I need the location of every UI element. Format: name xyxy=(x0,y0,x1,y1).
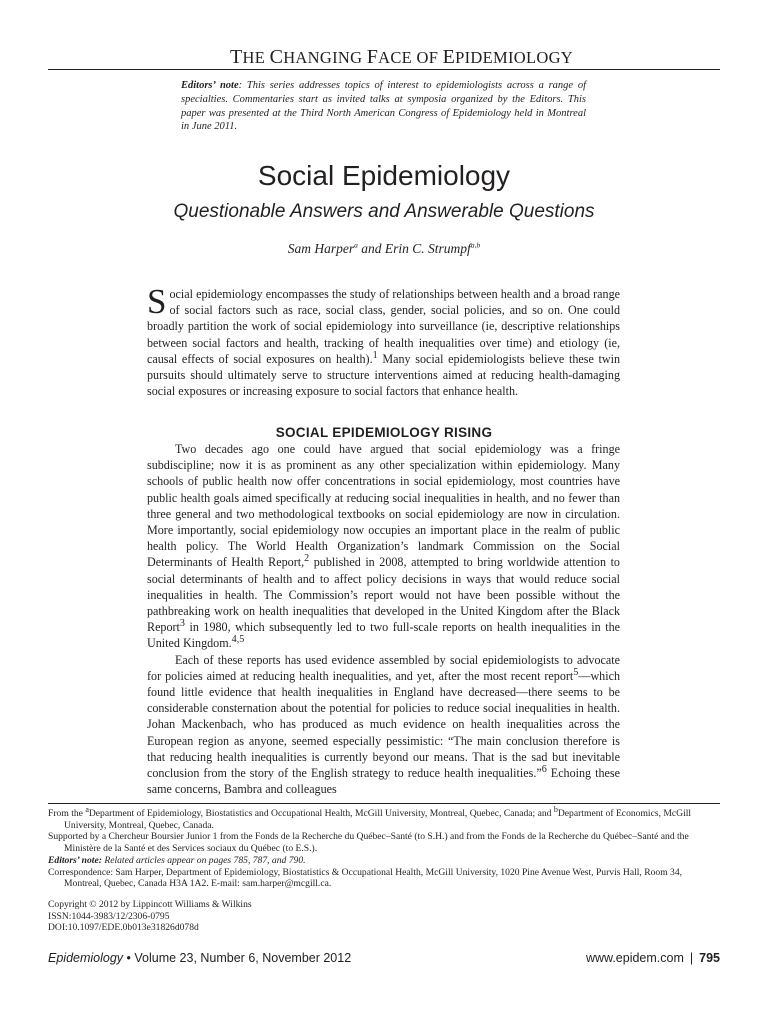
footer-divider: | xyxy=(689,951,694,965)
correspondence-note: Correspondence: Sam Harper, Department of Epidemiology, Biostatistics & Occupational Health, McGill University, 1020 Pine Avenue West, Purvis Hall, Room 34, Montreal, Quebec, Canada H3A 1A2. E-mail: sam.harper@mcgill.ca. xyxy=(48,866,683,890)
ref-6: 6 xyxy=(541,764,547,776)
footnote-rule xyxy=(48,803,720,804)
author-conjunction: and xyxy=(357,241,385,256)
journal-website[interactable]: www.epidem.com xyxy=(585,951,684,965)
issue-info: Volume 23, Number 6, November 2012 xyxy=(134,951,352,965)
series-text-3: ACE OF xyxy=(378,48,443,67)
ref-4-5: 4,5 xyxy=(231,634,245,646)
series-cap-4: E xyxy=(442,46,456,68)
series-cap-2: C xyxy=(269,46,284,68)
para2-text-2: —which found little evidence that health inequalities in England have decreased—there seems to be considerable consternation about the potential for policies to reduce social inequalities in health. Johan Mackenbach, who has produced as much evidence on health inequalities across the European region as anyone, seemed especially pessimistic: “The main conclusion therefore is that reducing health inequalities is currently beyond our means. That is the sad but inevitable conclusion from the story of the English strategy to reduce health inequalities.” xyxy=(147,668,620,781)
article-subtitle: Questionable Answers and Answerable Questions xyxy=(173,201,595,222)
footer-bullet: • xyxy=(123,951,135,965)
issn-line: ISSN:1044-3983/12/2306-0795 xyxy=(48,910,170,922)
affil-sup-b: b xyxy=(553,804,558,814)
author-line xyxy=(0,241,768,257)
para1-text-1: Two decades ago one could have argued that social epidemiology was a fringe subdiscipline; now it is as prominent as any other specialization within epidemiology. Many schools of public health now offer concentrations in social epidemiology, most countries have public health goals aimed specifically at reducing social inequalities in health, and no fewer than three general and two methodological textbooks on social epidemiology are now in circulation. More importantly, social epidemiology now occupies an important place in the realm of public health policy. The World Health Organization’s landmark Commission on the Social Determinants of Health Report, xyxy=(147,442,620,570)
author-1-affil: a xyxy=(354,240,358,250)
affil-text-1: From the xyxy=(48,808,86,819)
series-text-4: PIDEMIOLOGY xyxy=(455,48,574,67)
para1-text-3: in 1980, which subsequently led to two full-scale reports on health inequalities in the United Kingdom. xyxy=(147,620,620,651)
ref-3: 3 xyxy=(179,618,185,630)
copyright-block xyxy=(48,899,252,934)
series-cap-1: T xyxy=(230,46,243,68)
journal-name: Epidemiology xyxy=(48,951,124,965)
intro-text-2: Many social epidemiologists believe these twin pursuits should ultimately serve to structure interventions aimed at reducing health-damaging social exposures or increasing exposure to social factors that enhance health. xyxy=(147,351,620,399)
editors-note-label: Editors’ note xyxy=(181,80,239,91)
author-2: Erin C. Strumpf xyxy=(384,241,471,256)
related-articles-note xyxy=(48,855,720,867)
affil-text-3: Department of Economics, McGill University, Montreal, Quebec, Canada. xyxy=(64,808,692,831)
related-text: Related articles appear on pages 785, 787, and 790. xyxy=(101,854,306,866)
affiliations-note xyxy=(48,804,720,831)
body-paragraph-2 xyxy=(147,652,620,798)
ref-5: 5 xyxy=(573,666,579,678)
editors-note-text: : This series addresses topics of interest to epidemiologists across a range of specialties. Commentaries start as invited talks at symposia organized by the Editors. This paper was presented at the Third North American Congress of Epidemiology held in Montreal in June 2011. xyxy=(181,80,586,133)
header-rule xyxy=(48,69,720,70)
copyright-line: Copyright © 2012 by Lippincott Williams & Wilkins xyxy=(48,899,252,910)
journal-footer xyxy=(48,951,351,965)
intro-section xyxy=(147,282,620,399)
author-2-affil: a,b xyxy=(470,240,481,250)
author-1: Sam Harper xyxy=(287,241,355,256)
series-text-2: HANGING xyxy=(283,48,367,67)
intro-text-1: ocial epidemiology encompasses the study of relationships between health and a broad range of social factors such as race, social class, gender, social policies, and so on. One could broadly partition the work of social epidemiology into surveillance (ie, descriptive relationships between social factors and health, tracking of health inequalities over time) and etiology (ie, causal effects of social exposures on health). xyxy=(147,287,620,366)
series-text-1: HE xyxy=(242,48,270,67)
section-body xyxy=(147,441,620,797)
para2-text-1: Each of these reports has used evidence assembled by social epidemiologists to advocate for policies aimed at reducing health inequalities, and yet, after the most recent report xyxy=(147,652,620,683)
ref-1: 1 xyxy=(372,349,378,361)
footnotes xyxy=(48,804,720,890)
page-footer xyxy=(586,951,720,965)
funding-note: Supported by a Chercheur Boursier Junior 1 from the Fonds de la Recherche du Québec–Santé (to S.H.) and from the Fonds de la Recherche du Québec–Santé and the Ministère de la Santé et des Services sociaux du Québec (to E.S.). xyxy=(48,831,689,855)
page-number: 795 xyxy=(699,951,720,965)
drop-cap: S xyxy=(147,282,167,321)
article-title: Social Epidemiology xyxy=(257,160,511,191)
section-heading: SOCIAL EPIDEMIOLOGY RISING xyxy=(275,425,493,440)
series-cap-3: F xyxy=(366,46,379,68)
intro-paragraph xyxy=(147,282,620,399)
para1-text-2: published in 2008, attempted to bring worldwide attention to social determinants of health and to affect policy decisions in ways that would reduce social inequalities in health. The Commission’s report would not have been possible without the pathbreaking work on health inequalities that developed in the United Kingdom after the Black Report xyxy=(147,555,620,635)
para2-text-3: Echoing these same concerns, Bambra and colleagues xyxy=(147,766,620,797)
series-header xyxy=(230,46,573,69)
affil-text-2: Department of Epidemiology, Biostatistics and Occupational Health, McGill University, Montreal, Quebec, Canada; and xyxy=(88,808,554,819)
related-label: Editors’ note: xyxy=(48,854,102,866)
ref-2: 2 xyxy=(304,553,310,565)
doi-line: DOI:10.1097/EDE.0b013e31826d078d xyxy=(48,922,199,934)
affil-sup-a: a xyxy=(85,804,89,814)
body-paragraph-1 xyxy=(147,441,620,652)
editors-note xyxy=(181,79,586,134)
